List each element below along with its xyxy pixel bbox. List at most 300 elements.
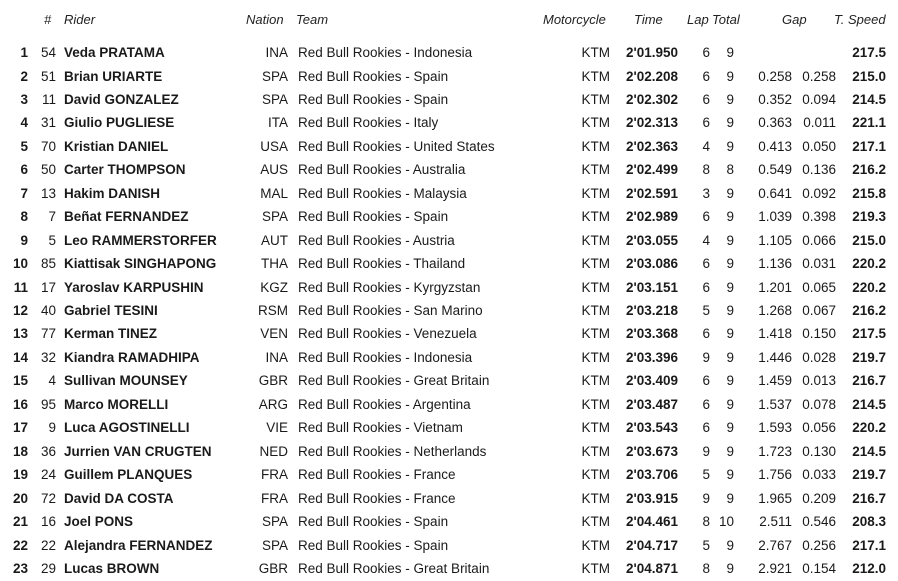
- lap-time-cell: 2'03.218: [625, 302, 678, 318]
- team-cell: Red Bull Rookies - France: [298, 490, 456, 506]
- lap-time-cell: 2'03.396: [625, 349, 678, 365]
- lap-time-cell: 2'03.673: [625, 443, 678, 459]
- motorcycle-cell: KTM: [581, 209, 610, 225]
- gap-first-cell: 0.413: [758, 138, 792, 154]
- rider-name-cell: Yaroslav KARPUSHIN: [64, 279, 204, 295]
- total-laps-cell: 8: [726, 162, 734, 178]
- team-cell: Red Bull Rookies - Vietnam: [298, 420, 463, 436]
- rider-number-cell: 4: [48, 373, 56, 389]
- rider-number-cell: 13: [40, 185, 56, 201]
- best-lap-cell: 8: [702, 162, 710, 178]
- gap-previous-cell: 0.056: [802, 420, 836, 436]
- best-lap-cell: 5: [702, 537, 710, 553]
- top-speed-cell: 220.2: [852, 279, 886, 295]
- nation-cell: NED: [259, 443, 288, 459]
- gap-previous-cell: 0.013: [802, 373, 836, 389]
- rider-number-cell: 16: [40, 514, 56, 529]
- motorcycle-cell: KTM: [581, 514, 610, 529]
- lap-time-cell: 2'04.717: [625, 537, 678, 553]
- best-lap-cell: 8: [702, 514, 710, 529]
- team-cell: Red Bull Rookies - Spain: [298, 514, 449, 529]
- rider-number-cell: 32: [40, 349, 56, 365]
- motorcycle-cell: KTM: [581, 396, 610, 412]
- team-cell: Red Bull Rookies - Australia: [298, 162, 466, 178]
- rider-name-cell: Lucas BROWN: [64, 560, 160, 576]
- best-lap-cell: 4: [702, 138, 710, 154]
- header-nation: Nation: [246, 12, 284, 27]
- table-row: [0, 92, 898, 112]
- team-cell: Red Bull Rookies - France: [298, 467, 456, 483]
- rider-number-cell: 11: [41, 91, 56, 107]
- total-laps-cell: 9: [726, 256, 734, 271]
- lap-time-cell: 2'04.871: [625, 560, 678, 576]
- position-cell: 14: [12, 349, 28, 365]
- gap-first-cell: 0.641: [758, 185, 792, 201]
- gap-first-cell: 1.136: [758, 256, 792, 271]
- motorcycle-cell: KTM: [581, 162, 610, 178]
- rider-number-cell: 72: [40, 490, 56, 506]
- gap-previous-cell: 0.092: [802, 185, 836, 201]
- table-row: [0, 233, 898, 253]
- position-cell: 8: [20, 209, 28, 225]
- lap-time-cell: 2'03.543: [625, 420, 678, 436]
- position-cell: 1: [20, 45, 28, 60]
- nation-cell: VIE: [266, 420, 288, 436]
- total-laps-cell: 9: [726, 467, 734, 483]
- lap-time-cell: 2'02.591: [625, 185, 678, 201]
- team-cell: Red Bull Rookies - Malaysia: [298, 185, 467, 201]
- rider-name-cell: David GONZALEZ: [64, 91, 179, 107]
- best-lap-cell: 9: [702, 443, 710, 459]
- position-cell: 5: [20, 138, 28, 154]
- nation-cell: THA: [261, 256, 288, 271]
- team-cell: Red Bull Rookies - Spain: [298, 68, 449, 84]
- motorcycle-cell: KTM: [581, 326, 610, 342]
- nation-cell: FRA: [261, 467, 288, 483]
- rider-number-cell: 22: [40, 537, 56, 553]
- total-laps-cell: 9: [726, 138, 734, 154]
- position-cell: 2: [20, 68, 28, 84]
- gap-previous-cell: 0.209: [802, 490, 836, 506]
- rider-name-cell: David DA COSTA: [64, 490, 174, 506]
- position-cell: 15: [12, 373, 28, 389]
- table-row: [0, 69, 898, 89]
- top-speed-cell: 219.7: [852, 349, 886, 365]
- motorcycle-cell: KTM: [581, 349, 610, 365]
- gap-first-cell: 1.593: [758, 420, 792, 436]
- rider-number-cell: 5: [48, 232, 56, 248]
- table-header: [0, 12, 898, 30]
- gap-previous-cell: 0.078: [802, 396, 836, 412]
- lap-time-cell: 2'03.409: [625, 373, 678, 389]
- position-cell: 11: [13, 279, 28, 295]
- header-total: Total: [712, 12, 740, 27]
- rider-number-cell: 85: [40, 256, 56, 271]
- best-lap-cell: 3: [702, 185, 710, 201]
- table-row: [0, 373, 898, 393]
- gap-previous-cell: 0.028: [802, 349, 836, 365]
- lap-time-cell: 2'01.950: [625, 45, 678, 60]
- table-row: [0, 467, 898, 487]
- position-cell: 4: [20, 115, 28, 131]
- position-cell: 22: [12, 537, 28, 553]
- position-cell: 13: [12, 326, 28, 342]
- lap-time-cell: 2'02.302: [625, 91, 678, 107]
- total-laps-cell: 9: [726, 91, 734, 107]
- rider-number-cell: 29: [40, 560, 56, 576]
- nation-cell: INA: [265, 45, 288, 60]
- header-team: Team: [296, 12, 329, 27]
- total-laps-cell: 9: [726, 209, 734, 225]
- gap-previous-cell: 0.150: [802, 326, 836, 342]
- gap-previous-cell: 0.136: [802, 162, 836, 178]
- total-laps-cell: 9: [726, 420, 734, 436]
- best-lap-cell: 6: [702, 279, 710, 295]
- top-speed-cell: 216.7: [852, 490, 886, 506]
- best-lap-cell: 6: [702, 396, 710, 412]
- motorcycle-cell: KTM: [581, 373, 610, 389]
- team-cell: Red Bull Rookies - Great Britain: [298, 560, 490, 576]
- gap-previous-cell: 0.011: [803, 115, 836, 131]
- top-speed-cell: 215.0: [852, 68, 886, 84]
- header-lap: Lap: [687, 12, 709, 27]
- rider-number-cell: 40: [40, 302, 56, 318]
- best-lap-cell: 6: [702, 115, 710, 131]
- gap-first-cell: 1.723: [758, 443, 792, 459]
- lap-time-cell: 2'02.363: [625, 138, 678, 154]
- rider-name-cell: Carter THOMPSON: [64, 162, 186, 178]
- rider-name-cell: Giulio PUGLIESE: [64, 115, 175, 131]
- team-cell: Red Bull Rookies - Argentina: [298, 396, 471, 412]
- position-cell: 19: [12, 467, 28, 483]
- position-cell: 18: [12, 443, 28, 459]
- gap-previous-cell: 0.094: [802, 91, 836, 107]
- header-time: Time: [634, 12, 663, 27]
- top-speed-cell: 215.0: [852, 232, 886, 248]
- lap-time-cell: 2'03.706: [625, 467, 678, 483]
- top-speed-cell: 221.1: [852, 115, 886, 131]
- motorcycle-cell: KTM: [581, 115, 610, 131]
- top-speed-cell: 216.7: [852, 373, 886, 389]
- nation-cell: SPA: [261, 537, 288, 553]
- table-row: [0, 561, 898, 581]
- rider-number-cell: 50: [40, 162, 56, 178]
- nation-cell: GBR: [258, 560, 288, 576]
- total-laps-cell: 9: [726, 45, 734, 60]
- table-row: [0, 115, 898, 135]
- motorcycle-cell: KTM: [581, 467, 610, 483]
- gap-previous-cell: 0.066: [802, 232, 836, 248]
- nation-cell: MAL: [260, 185, 288, 201]
- nation-cell: SPA: [261, 91, 288, 107]
- total-laps-cell: 9: [726, 115, 734, 131]
- rider-number-cell: 51: [40, 68, 56, 84]
- lap-time-cell: 2'03.055: [625, 232, 678, 248]
- motorcycle-cell: KTM: [581, 45, 610, 60]
- rider-number-cell: 36: [40, 443, 56, 459]
- top-speed-cell: 215.8: [852, 185, 886, 201]
- table-row: [0, 45, 898, 65]
- rider-name-cell: Sullivan MOUNSEY: [64, 373, 188, 389]
- position-cell: 3: [20, 91, 28, 107]
- rider-name-cell: Gabriel TESINI: [64, 302, 158, 318]
- gap-first-cell: 0.352: [758, 91, 792, 107]
- motorcycle-cell: KTM: [581, 232, 610, 248]
- rider-name-cell: Guillem PLANQUES: [64, 467, 193, 483]
- motorcycle-cell: KTM: [581, 420, 610, 436]
- header-speed: T. Speed: [834, 12, 886, 27]
- team-cell: Red Bull Rookies - Kyrgyzstan: [298, 279, 481, 295]
- top-speed-cell: 212.0: [852, 560, 886, 576]
- best-lap-cell: 6: [702, 209, 710, 225]
- header-rider: Rider: [64, 12, 96, 27]
- table-row: [0, 186, 898, 206]
- rider-number-cell: 70: [40, 138, 56, 154]
- top-speed-cell: 219.3: [852, 209, 886, 225]
- best-lap-cell: 6: [702, 420, 710, 436]
- top-speed-cell: 214.5: [852, 91, 886, 107]
- table-row: [0, 538, 898, 558]
- position-cell: 12: [12, 302, 28, 318]
- rider-number-cell: 31: [40, 115, 56, 131]
- nation-cell: SPA: [261, 209, 288, 225]
- nation-cell: RSM: [258, 302, 288, 318]
- rider-number-cell: 54: [40, 45, 56, 60]
- motorcycle-cell: KTM: [581, 443, 610, 459]
- table-row: [0, 420, 898, 440]
- gap-first-cell: 2.511: [759, 514, 792, 529]
- nation-cell: INA: [265, 349, 288, 365]
- top-speed-cell: 214.5: [852, 443, 886, 459]
- gap-first-cell: 1.039: [758, 209, 792, 225]
- gap-previous-cell: 0.130: [802, 443, 836, 459]
- top-speed-cell: 217.5: [852, 326, 886, 342]
- nation-cell: AUS: [260, 162, 288, 178]
- header-pos: #: [44, 12, 52, 27]
- top-speed-cell: 217.5: [852, 45, 886, 60]
- gap-previous-cell: 0.398: [802, 209, 836, 225]
- total-laps-cell: 9: [726, 560, 734, 576]
- header-motorcycle: Motorcycle: [543, 12, 606, 27]
- total-laps-cell: 9: [726, 490, 734, 506]
- gap-previous-cell: 0.256: [802, 537, 836, 553]
- table-row: [0, 514, 898, 534]
- position-cell: 7: [20, 185, 28, 201]
- nation-cell: GBR: [258, 373, 288, 389]
- lap-time-cell: 2'02.313: [625, 115, 678, 131]
- nation-cell: ARG: [258, 396, 288, 412]
- best-lap-cell: 6: [702, 45, 710, 60]
- lap-time-cell: 2'02.989: [625, 209, 678, 225]
- motorcycle-cell: KTM: [581, 185, 610, 201]
- nation-cell: SPA: [261, 68, 288, 84]
- rider-number-cell: 95: [40, 396, 56, 412]
- team-cell: Red Bull Rookies - Indonesia: [298, 349, 473, 365]
- lap-time-cell: 2'03.151: [625, 279, 678, 295]
- rider-name-cell: Brian URIARTE: [64, 68, 163, 84]
- position-cell: 20: [12, 490, 28, 506]
- top-speed-cell: 220.2: [852, 420, 886, 436]
- total-laps-cell: 9: [726, 68, 734, 84]
- best-lap-cell: 6: [702, 91, 710, 107]
- gap-previous-cell: 0.258: [802, 68, 836, 84]
- table-row: [0, 256, 898, 276]
- gap-first-cell: 2.921: [758, 560, 792, 576]
- team-cell: Red Bull Rookies - Austria: [298, 232, 455, 248]
- table-row: [0, 280, 898, 300]
- gap-previous-cell: 0.031: [802, 256, 836, 271]
- team-cell: Red Bull Rookies - San Marino: [298, 302, 483, 318]
- top-speed-cell: 217.1: [852, 537, 886, 553]
- total-laps-cell: 9: [726, 537, 734, 553]
- team-cell: Red Bull Rookies - Netherlands: [298, 443, 487, 459]
- gap-previous-cell: 0.065: [802, 279, 836, 295]
- motorcycle-cell: KTM: [581, 537, 610, 553]
- table-row: [0, 162, 898, 182]
- rider-name-cell: Kerman TINEZ: [64, 326, 158, 342]
- lap-time-cell: 2'02.499: [625, 162, 678, 178]
- table-row: [0, 209, 898, 229]
- total-laps-cell: 9: [726, 302, 734, 318]
- team-cell: Red Bull Rookies - Venezuela: [298, 326, 477, 342]
- total-laps-cell: 9: [726, 232, 734, 248]
- gap-first-cell: 1.201: [758, 279, 792, 295]
- best-lap-cell: 8: [702, 560, 710, 576]
- rider-name-cell: Marco MORELLI: [64, 396, 169, 412]
- gap-first-cell: 1.268: [758, 302, 792, 318]
- motorcycle-cell: KTM: [581, 138, 610, 154]
- motorcycle-cell: KTM: [581, 68, 610, 84]
- top-speed-cell: 220.2: [852, 256, 886, 271]
- best-lap-cell: 5: [702, 302, 710, 318]
- motorcycle-cell: KTM: [581, 91, 610, 107]
- rider-name-cell: Jurrien VAN CRUGTEN: [64, 443, 212, 459]
- best-lap-cell: 9: [702, 349, 710, 365]
- gap-first-cell: 1.756: [758, 467, 792, 483]
- position-cell: 21: [12, 514, 28, 529]
- rider-number-cell: 77: [40, 326, 56, 342]
- team-cell: Red Bull Rookies - Italy: [298, 115, 439, 131]
- total-laps-cell: 9: [726, 373, 734, 389]
- lap-time-cell: 2'03.487: [625, 396, 678, 412]
- gap-first-cell: 1.537: [758, 396, 792, 412]
- rider-name-cell: Alejandra FERNANDEZ: [64, 537, 213, 553]
- nation-cell: AUT: [261, 232, 288, 248]
- top-speed-cell: 217.1: [852, 138, 886, 154]
- rider-name-cell: Hakim DANISH: [64, 185, 161, 201]
- gap-first-cell: 2.767: [758, 537, 792, 553]
- lap-time-cell: 2'04.461: [625, 514, 678, 529]
- rider-name-cell: Beñat FERNANDEZ: [64, 209, 189, 225]
- rider-name-cell: Luca AGOSTINELLI: [64, 420, 190, 436]
- best-lap-cell: 6: [702, 256, 710, 271]
- gap-first-cell: 1.965: [758, 490, 792, 506]
- rider-number-cell: 7: [48, 209, 56, 225]
- gap-first-cell: 0.363: [758, 115, 792, 131]
- table-row: [0, 491, 898, 511]
- total-laps-cell: 10: [718, 514, 734, 529]
- position-cell: 16: [12, 396, 28, 412]
- motorcycle-cell: KTM: [581, 256, 610, 271]
- nation-cell: KGZ: [260, 279, 288, 295]
- gap-previous-cell: 0.067: [802, 302, 836, 318]
- nation-cell: VEN: [260, 326, 288, 342]
- gap-previous-cell: 0.050: [802, 138, 836, 154]
- rider-name-cell: Kiattisak SINGHAPONG: [64, 256, 217, 271]
- top-speed-cell: 214.5: [852, 396, 886, 412]
- top-speed-cell: 216.2: [852, 162, 886, 178]
- rider-name-cell: Veda PRATAMA: [64, 45, 165, 60]
- lap-time-cell: 2'03.086: [625, 256, 678, 271]
- rider-number-cell: 24: [40, 467, 56, 483]
- total-laps-cell: 9: [726, 396, 734, 412]
- team-cell: Red Bull Rookies - Indonesia: [298, 45, 473, 60]
- team-cell: Red Bull Rookies - Thailand: [298, 256, 466, 271]
- best-lap-cell: 9: [702, 490, 710, 506]
- gap-first-cell: 1.418: [758, 326, 792, 342]
- table-row: [0, 303, 898, 323]
- nation-cell: USA: [260, 138, 288, 154]
- motorcycle-cell: KTM: [581, 279, 610, 295]
- position-cell: 6: [20, 162, 28, 178]
- best-lap-cell: 6: [702, 68, 710, 84]
- best-lap-cell: 4: [702, 232, 710, 248]
- position-cell: 23: [12, 560, 28, 576]
- total-laps-cell: 9: [726, 185, 734, 201]
- table-row: [0, 326, 898, 346]
- total-laps-cell: 9: [726, 349, 734, 365]
- team-cell: Red Bull Rookies - United States: [298, 138, 495, 154]
- table-row: [0, 397, 898, 417]
- top-speed-cell: 219.7: [852, 467, 886, 483]
- table-row: [0, 350, 898, 370]
- gap-first-cell: 0.549: [758, 162, 792, 178]
- position-cell: 9: [20, 232, 28, 248]
- total-laps-cell: 9: [726, 443, 734, 459]
- team-cell: Red Bull Rookies - Great Britain: [298, 373, 490, 389]
- rider-name-cell: Kiandra RAMADHIPA: [64, 349, 200, 365]
- best-lap-cell: 6: [702, 373, 710, 389]
- nation-cell: ITA: [268, 115, 288, 131]
- position-cell: 10: [12, 256, 28, 271]
- lap-time-cell: 2'03.368: [625, 326, 678, 342]
- total-laps-cell: 9: [726, 326, 734, 342]
- rider-number-cell: 17: [40, 279, 56, 295]
- rider-number-cell: 9: [48, 420, 56, 436]
- team-cell: Red Bull Rookies - Spain: [298, 209, 449, 225]
- rider-name-cell: Joel PONS: [64, 514, 134, 529]
- position-cell: 17: [12, 420, 28, 436]
- best-lap-cell: 6: [702, 326, 710, 342]
- table-row: [0, 139, 898, 159]
- top-speed-cell: 208.3: [852, 514, 886, 529]
- team-cell: Red Bull Rookies - Spain: [298, 91, 449, 107]
- gap-previous-cell: 0.154: [802, 560, 836, 576]
- gap-first-cell: 0.258: [758, 68, 792, 84]
- nation-cell: SPA: [261, 514, 288, 529]
- nation-cell: FRA: [261, 490, 288, 506]
- total-laps-cell: 9: [726, 279, 734, 295]
- rider-name-cell: Kristian DANIEL: [64, 138, 169, 154]
- best-lap-cell: 5: [702, 467, 710, 483]
- gap-first-cell: 1.459: [758, 373, 792, 389]
- rider-name-cell: Leo RAMMERSTORFER: [64, 232, 217, 248]
- motorcycle-cell: KTM: [581, 490, 610, 506]
- team-cell: Red Bull Rookies - Spain: [298, 537, 449, 553]
- header-gap: Gap: [782, 12, 807, 27]
- gap-first-cell: 1.105: [758, 232, 792, 248]
- top-speed-cell: 216.2: [852, 302, 886, 318]
